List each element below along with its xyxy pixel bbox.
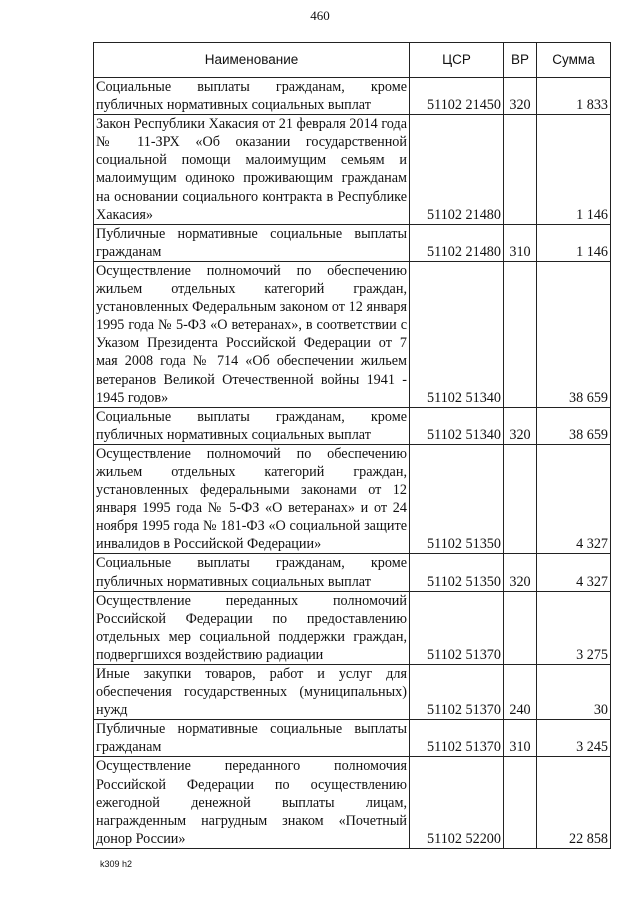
row-csr: 51102 21450: [410, 78, 504, 115]
row-vr: [504, 591, 537, 664]
row-csr: 51102 51370: [410, 591, 504, 664]
row-name: Осуществление переданного полномочия Российской Федерации по осуществлению ежегодной денежной выплаты лицам, награжденным нагрудным знаком «Почетный донор России»: [94, 757, 410, 848]
table-row: [94, 554, 611, 591]
row-sum: 4 327: [537, 554, 611, 591]
table-row: [94, 444, 611, 554]
row-csr: 51102 21480: [410, 224, 504, 261]
table-row: [94, 261, 611, 407]
row-sum: 4 327: [537, 444, 611, 554]
header-csr: ЦСР: [410, 43, 504, 78]
row-sum: 3 245: [537, 720, 611, 757]
row-csr: 51102 51370: [410, 665, 504, 720]
table-row: [94, 115, 611, 225]
row-name: Публичные нормативные социальные выплаты гражданам: [94, 720, 410, 757]
page-number: 460: [310, 8, 330, 23]
row-sum: 3 275: [537, 591, 611, 664]
row-vr: 310: [504, 224, 537, 261]
row-csr: 51102 21480: [410, 115, 504, 225]
row-sum: 1 146: [537, 115, 611, 225]
row-csr: 51102 51350: [410, 554, 504, 591]
row-name: Осуществление полномочий по обеспечению жильем отдельных категорий граждан, установленных федеральными законами от 12 января 1995 года № 5-ФЗ «О ветеранах» и от 24 ноября 1995 года № 181-ФЗ «О социальной защите инвалидов в Российской Федерации»: [94, 444, 410, 554]
table-header-row: [94, 43, 611, 78]
header-name: Наименование: [94, 43, 410, 78]
row-csr: 51102 51370: [410, 720, 504, 757]
row-name: Осуществление полномочий по обеспечению жильем отдельных категорий граждан, установленных Федеральным законом от 12 января 1995 года № 5-ФЗ «О ветеранах», в соответствии с Указом Президента Российской Федерации от 7 мая 2008 года № 714 «Об обеспечении жильем ветеранов Великой Отечественной войны 1941 - 1945 годов»: [94, 261, 410, 407]
row-name: Осуществление переданных полномочий Российской Федерации по предоставлению отдельных мер социальной поддержки граждан, подвергшихся воздействию радиации: [94, 591, 410, 664]
row-name: Закон Республики Хакасия от 21 февраля 2014 года № 11-ЗРХ «Об оказании государственной социальной помощи малоимущим семьям и малоимущим одиноко проживающим гражданам на основании социального контракта в Республике Хакасия»: [94, 115, 410, 225]
table-row: [94, 665, 611, 720]
row-name: Публичные нормативные социальные выплаты гражданам: [94, 224, 410, 261]
row-csr: 51102 52200: [410, 757, 504, 848]
budget-table: [93, 42, 611, 849]
table-row: [94, 407, 611, 444]
header-vr: ВР: [504, 43, 537, 78]
table-row: [94, 224, 611, 261]
row-name: Социальные выплаты гражданам, кроме публичных нормативных социальных выплат: [94, 407, 410, 444]
row-vr: [504, 261, 537, 407]
table-row: [94, 591, 611, 664]
row-csr: 51102 51340: [410, 407, 504, 444]
row-sum: 38 659: [537, 407, 611, 444]
row-vr: 310: [504, 720, 537, 757]
row-vr: 320: [504, 407, 537, 444]
row-sum: 1 146: [537, 224, 611, 261]
footer-code: k309 h2: [100, 859, 133, 869]
row-name: Социальные выплаты гражданам, кроме публичных нормативных социальных выплат: [94, 78, 410, 115]
row-sum: 30: [537, 665, 611, 720]
table-row: [94, 720, 611, 757]
row-csr: 51102 51340: [410, 261, 504, 407]
row-name: Социальные выплаты гражданам, кроме публичных нормативных социальных выплат: [94, 554, 410, 591]
row-vr: [504, 757, 537, 848]
row-vr: 240: [504, 665, 537, 720]
row-sum: 1 833: [537, 78, 611, 115]
row-vr: [504, 444, 537, 554]
table-row: [94, 757, 611, 848]
row-sum: 38 659: [537, 261, 611, 407]
header-sum: Сумма: [537, 43, 611, 78]
row-sum: 22 858: [537, 757, 611, 848]
row-vr: 320: [504, 78, 537, 115]
row-vr: [504, 115, 537, 225]
row-vr: 320: [504, 554, 537, 591]
row-name: Иные закупки товаров, работ и услуг для обеспечения государственных (муниципальных) нужд: [94, 665, 410, 720]
row-csr: 51102 51350: [410, 444, 504, 554]
table-row: [94, 78, 611, 115]
